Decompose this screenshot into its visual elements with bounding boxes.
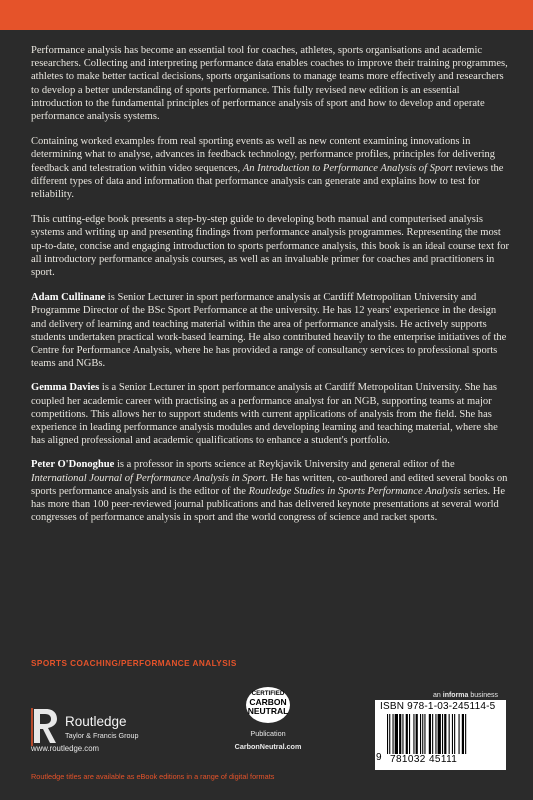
barcode-bar bbox=[409, 714, 410, 754]
series-title: Routledge Studies in Sports Performance Analysis bbox=[248, 485, 461, 497]
author-bio-text: is a Senior Lecturer in sport performance analysis at Cardiff Metropolitan University. She has coupled her academic career with practising as a performance analyst for an NGB, supporting teams at major competitions. This allows her to support students with current applications of analysis from the field. She has experience in leading performance analysis modules and developing learning and teaching material, where she has aligned professional and academic qualifications to enhance a student's portfolio. bbox=[31, 382, 498, 447]
top-accent-bar bbox=[0, 0, 533, 30]
barcode-bar bbox=[406, 714, 408, 754]
blurb-text: Containing worked examples from real sporting events as well as new content examining innovations in determining what to analyse, advances in feedback technology, performance profiles, principles for delivering feedback and telestration within video sequences, bbox=[31, 136, 496, 174]
ean-digits: 781032 45111 bbox=[390, 754, 500, 765]
publisher-group: Taylor & Francis Group bbox=[65, 731, 139, 740]
author-bio-cullinane bbox=[31, 291, 509, 370]
author-name: Peter O'Donoghue bbox=[31, 459, 115, 471]
badge-certified-text: CERTIFIED bbox=[251, 690, 285, 697]
barcode-bar bbox=[442, 714, 443, 754]
barcode-bar bbox=[429, 714, 431, 754]
barcode-bar bbox=[435, 714, 436, 754]
informa-business-label bbox=[433, 692, 498, 699]
author-name: Adam Cullinane bbox=[31, 292, 106, 304]
barcode-bar bbox=[465, 714, 466, 754]
blurb-paragraph-2 bbox=[31, 135, 509, 201]
barcode-bar bbox=[459, 714, 460, 754]
carbon-neutral-publication: Publication bbox=[250, 729, 286, 738]
barcode-bar bbox=[420, 714, 421, 754]
publisher-website: www.routledge.com bbox=[31, 744, 100, 753]
barcode-bar bbox=[399, 714, 401, 754]
author-bio-text: . He has written, co-authored and edited several books on sports performance analysis and is the editor of the bbox=[31, 472, 508, 497]
carbon-neutral-website: CarbonNeutral.com bbox=[234, 742, 302, 751]
barcode-bar bbox=[454, 714, 455, 754]
barcode-bar bbox=[432, 714, 433, 754]
isbn-number: ISBN 978-1-03-245114-5 bbox=[380, 701, 496, 712]
publisher-block bbox=[31, 707, 181, 753]
author-name: Gemma Davies bbox=[31, 382, 100, 394]
barcode-bar bbox=[393, 714, 394, 754]
book-title: An Introduction to Performance Analysis of Sport bbox=[242, 162, 453, 174]
informa-brand: informa bbox=[442, 692, 469, 699]
publisher-name: Routledge bbox=[65, 714, 127, 729]
barcode-bar bbox=[402, 714, 403, 754]
isbn-barcode bbox=[375, 700, 506, 770]
author-bio-text: series. He has more than 100 peer-reviewed journal publications and has delivered keynote presentations at several world congresses of performance analysis in sport and the world congress of science and racket sports. bbox=[31, 485, 506, 524]
blurb-text: reviews the different types of data and information that performance analysis can generate and explains how to test for reliability. bbox=[31, 162, 504, 201]
barcode-bar bbox=[449, 714, 450, 754]
informa-an: an bbox=[433, 692, 441, 699]
barcode-bar bbox=[387, 714, 388, 754]
blurb-paragraph-1: Performance analysis has become an essential tool for coaches, athletes, sports organisations and academic researchers. Collecting and interpreting performance data enables coaches to improve their training programmes, athletes to make better tactical decisions, sports organisations to manage teams more effectively and researchers to develop a better understanding of sports performance. This fully revised new edition is an essential introduction to the fundamental principles of performance analysis of sport and how to develop and operate performance analysis systems. bbox=[31, 45, 508, 123]
barcode-bar bbox=[424, 714, 425, 754]
informa-business: business bbox=[470, 692, 499, 699]
journal-title: International Journal of Performance Analysis in Sport bbox=[31, 472, 266, 484]
back-cover-text bbox=[31, 44, 509, 536]
author-bio-text: is a professor in sports science at Reykjavik University and general editor of the bbox=[116, 459, 455, 471]
badge-neutral-text: NEUTRAL bbox=[247, 706, 289, 716]
barcode-bar bbox=[452, 714, 453, 754]
barcode-bar bbox=[444, 714, 446, 754]
barcode-bar bbox=[416, 714, 418, 754]
subject-category-label: SPORTS COACHING/PERFORMANCE ANALYSIS bbox=[31, 659, 237, 668]
routledge-r-icon bbox=[31, 707, 59, 747]
badge-carbon-text: CARBON bbox=[249, 697, 287, 707]
author-bio-odonoghue bbox=[31, 458, 509, 524]
ebook-availability-note: Routledge titles are available as eBook editions in a range of digital formats bbox=[31, 772, 275, 781]
ean-first-digit: 9 bbox=[376, 752, 382, 763]
author-bio-text: is Senior Lecturer in sport performance analysis at Cardiff Metropolitan University and Programme Director of the BSc Sport Performance at the university. He has 12 years' experience in the design and delivery of learning and teaching material within the area of performance analysis. He actively supports students undertaken practical work-based learning. He also contributed heavily to the enterprise initiatives of the Centre for Performance Analysis, where he has provided a range of consultancy services to professional sports teams and NGBs. bbox=[31, 292, 507, 370]
blurb-paragraph-3: This cutting-edge book presents a step-by-step guide to developing both manual and computerised analysis systems and writing up and presenting findings from performance analysis programmes. Representing the most up-to-date, concise and engaging introduction to sports performance analysis, this book is an ideal course text for all introductory performance analysis courses, as well as an invaluable primer for coaches and practitioners in sport. bbox=[31, 214, 509, 279]
author-bio-davies bbox=[31, 381, 509, 447]
barcode-bar bbox=[395, 714, 398, 754]
barcode-bar bbox=[422, 714, 423, 754]
barcode-bar bbox=[413, 714, 414, 754]
barcode-bar bbox=[462, 714, 464, 754]
barcode-bar bbox=[438, 714, 441, 754]
barcode-bars bbox=[387, 714, 499, 754]
barcode-bar bbox=[389, 714, 390, 754]
